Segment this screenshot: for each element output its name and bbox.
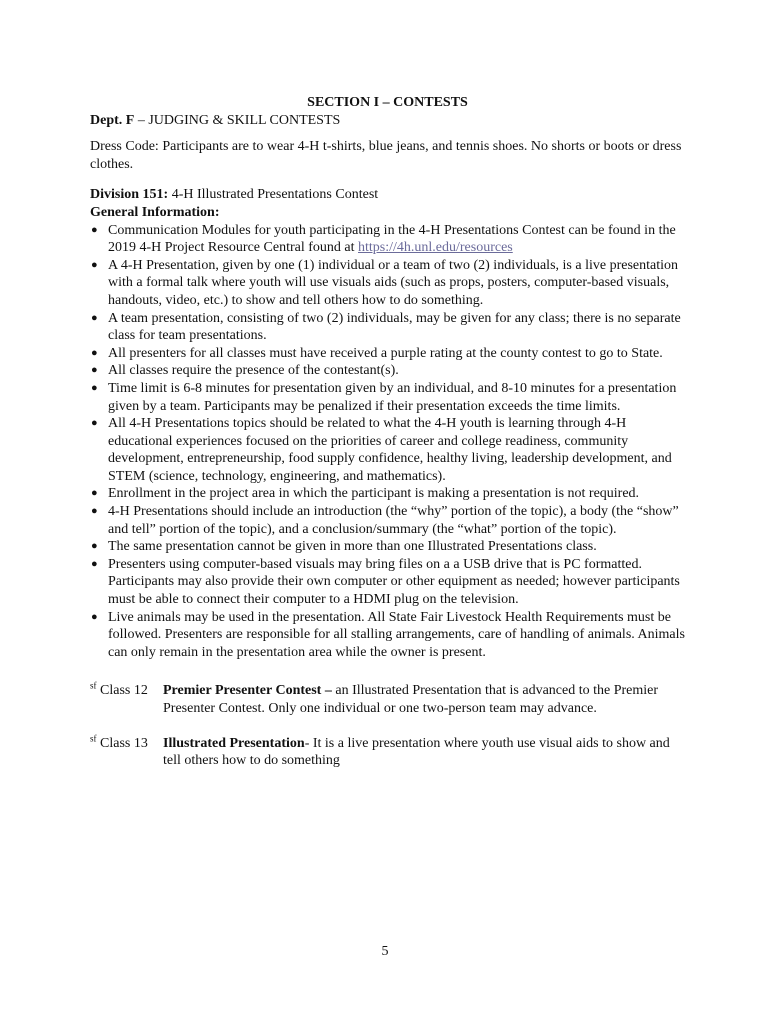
list-item	[90, 310, 685, 345]
list-item	[90, 415, 685, 485]
class-13-text: - It is a live presentation where youth use visual aids to show and tell others how to do something	[163, 735, 670, 769]
bullet-icon: ●	[91, 346, 98, 359]
class-12-number: Class 12	[96, 683, 148, 699]
class-13-description	[163, 735, 685, 770]
class-13-label	[90, 732, 163, 770]
list-item	[90, 503, 685, 538]
bullet-icon: ●	[91, 557, 98, 570]
list-item-text: A team presentation, consisting of two (2) individuals, may be given for any class; there is no separate class for team presentations.	[108, 310, 681, 344]
section-title: SECTION I – CONTESTS	[307, 95, 468, 110]
bullet-icon: ●	[91, 417, 98, 430]
bullet-icon: ●	[91, 381, 98, 394]
page-content	[90, 94, 685, 787]
list-item-text: 4-H Presentations should include an introduction (the “why” portion of the topic), a body (the “show” and tell” portion of the topic), and a conclusion/summary (the “what” portion of the topic).	[108, 504, 679, 537]
class-list	[90, 682, 685, 769]
general-info-list	[90, 222, 685, 662]
list-item	[90, 257, 685, 310]
list-item-text: Communication Modules for youth participating in the 4-H Presentations Contest can be found in the 2019 4-H Project Resource Central found at	[108, 222, 676, 256]
class-13-sup: sf	[90, 732, 97, 743]
class-12-text: an Illustrated Presentation that is advanced to the Premier Presenter Contest. Only one individual or one two-person team may advance.	[163, 683, 659, 716]
list-item-text: Presenters using computer-based visuals may bring files on a a USB drive that is PC formatted. Participants may also provide their own computer or other equipment as needed; however participants must be able to connect their computer to a HDMI plug on the television.	[108, 556, 680, 608]
dept-label: Dept. F	[90, 112, 135, 128]
list-item	[90, 362, 685, 380]
division-text: 4-H Illustrated Presentations Contest	[168, 187, 379, 203]
bullet-icon: ●	[91, 610, 98, 623]
resources-link[interactable]: https://4h.unl.edu/resources	[358, 240, 513, 256]
division-heading	[90, 186, 685, 204]
dept-text: – JUDGING & SKILL CONTESTS	[134, 112, 341, 128]
bullet-icon: ●	[91, 258, 98, 271]
list-item	[90, 538, 685, 556]
bullet-icon: ●	[91, 223, 98, 236]
list-item	[90, 556, 685, 609]
bullet-icon: ●	[91, 311, 98, 324]
dept-heading	[90, 112, 685, 130]
list-item	[90, 222, 685, 257]
list-item-text: Enrollment in the project area in which the participant is making a presentation is not required.	[108, 486, 640, 502]
class-12-description	[163, 682, 685, 717]
class-13-number: Class 13	[96, 735, 148, 751]
list-item-text: A 4-H Presentation, given by one (1) individual or a team of two (2) individuals, is a live presentation with a formal talk where youth will use visuals aids (such as props, posters, computer-based visuals, handouts, video, etc.) to show and tell others how to do something.	[108, 257, 678, 308]
list-item-text: All classes require the presence of the contestant(s).	[108, 363, 399, 379]
list-item	[90, 380, 685, 415]
bullet-icon: ●	[91, 540, 98, 553]
general-info-heading: General Information:	[90, 204, 220, 220]
list-item-text: The same presentation cannot be given in more than one Illustrated Presentations class.	[108, 539, 597, 555]
class-12-sup: sf	[90, 680, 97, 691]
bullet-icon: ●	[91, 505, 98, 518]
dress-code: Dress Code: Participants are to wear 4-H t-shirts, blue jeans, and tennis shoes. No shorts or boots or dress clothes.	[90, 139, 682, 172]
list-item	[90, 345, 685, 363]
list-item-text: All presenters for all classes must have received a purple rating at the county contest to go to State.	[108, 345, 663, 361]
list-item-text: All 4-H Presentations topics should be related to what the 4-H youth is learning through 4-H educational experiences focused on the priorities of career and college readiness, community development, entrepreneurship, food supply confidence, healthy living, leadership development, and STEM (science, technology, engineering, and mathematics).	[108, 416, 672, 484]
bullet-icon: ●	[91, 487, 98, 500]
class-12-row	[90, 682, 685, 717]
bullet-icon: ●	[91, 364, 98, 377]
list-item	[90, 485, 685, 503]
division-label: Division 151:	[90, 187, 169, 203]
list-item	[90, 609, 685, 662]
page-number: 5	[381, 944, 389, 959]
class-12-title: Premier Presenter Contest –	[163, 683, 332, 699]
list-item-text: Time limit is 6-8 minutes for presentation given by an individual, and 8-10 minutes for a presentation given by a team. Participants may be penalized if their presentation exceeds the time limits.	[108, 380, 677, 414]
class-13-title: Illustrated Presentation	[163, 735, 305, 751]
class-13-row	[90, 732, 685, 770]
list-item-text: Live animals may be used in the presentation. All State Fair Livestock Health Requirements must be followed. Presenters are responsible for all stalling arrangements, care of handling of animals. Animals can only remain in the presentation area while the owner is present.	[108, 609, 685, 660]
class-12-label	[90, 682, 163, 717]
